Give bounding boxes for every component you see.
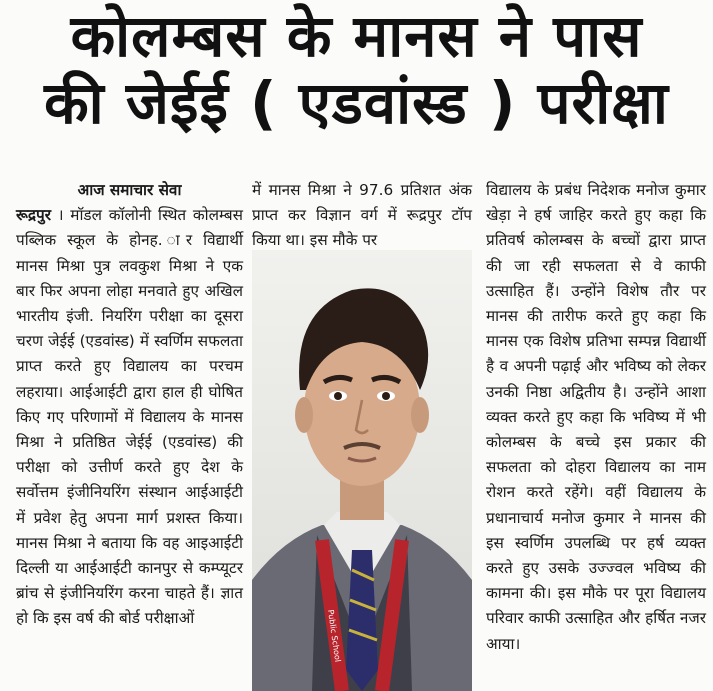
headline (0, 0, 713, 137)
dateline: रूद्रपुर (16, 206, 51, 225)
byline: आज समाचार सेवा (77, 181, 182, 199)
article-column-1 (16, 178, 243, 632)
student-photo (252, 250, 472, 691)
article-column-3 (486, 178, 706, 657)
column-2-text: में मानस मिश्रा ने 97.6 प्रतिशत अंक प्राप्त कर विज्ञान वर्ग में रूद्रपुर टॉप किया था। इस मौके पर (252, 181, 472, 250)
column-1-text: । मॉडल कॉलोनी स्थित कोलम्बस पब्लिक स्कूल के होनह. ार विद्यार्थी मानस मिश्रा पुत्र लवकुश मिश्रा ने एक बार फिर अपना लोहा मनवाते हुए अखिल भारतीय इंजी. नियरिंग परीक्षा का दूसरा चरण जेईई (एडवांस्ड) में स्वर्णिम सफलता प्राप्त करते हुए विद्यालय का परचम लहराया। आईआईटी द्वारा हाल ही घोषित किए गए परिणामों में विद्यालय के मानस मिश्रा ने प्रतिष्ठित जेईई (एडवांस्ड) की परीक्षा को उत्तीर्ण करते हुए देश के सर्वोत्तम इंजीनियरिंग संस्थान आईआईटी में प्रवेश हेतु अपना मार्ग प्रशस्त किया। मानस मिश्रा ने बताया कि वह आइआईटी दिल्ली या आईआईटी कानपुर से कम्प्यूटर ब्रांच से इंजीनियरिंग करना चाहते हैं। ज्ञात हो कि इस वर्ष की बोर्ड परीक्षाओं (16, 206, 243, 628)
lanyard-text: Public School (326, 609, 343, 663)
headline-line-2: की जेईई ( एडवांस्ड ) परीक्षा (44, 68, 669, 137)
headline-line-1: कोलम्बस के मानस ने पास (70, 2, 643, 70)
column-3-text: विद्यालय के प्रबंध निदेशक मनोज कुमार खेड़ा ने हर्ष जाहिर करते हुए कहा कि प्रतिवर्ष कोलम्बस के बच्चों द्वारा प्राप्त की जा रही सफलता से वे काफी उत्साहित हैं। उन्होंने विशेष तौर पर मानस की तारीफ करते हुए कहा कि मानस एक विशेष प्रतिभा सम्पन्न विद्यार्थी है व अपनी पढ़ाई और भविष्य को लेकर उनकी निष्ठा अद्वितीय है। उन्होंने आशा व्यक्त करते हुए कहा कि भविष्य में भी कोलम्बस के बच्चे इस प्रकार की सफलता को दोहरा विद्यालय का नाम रोशन करते रहेंगे। वहीं विद्यालय के प्रधानाचार्य मनोज कुमार ने मानस की इस स्वर्णिम उपलब्धि पर हर्ष व्यक्त करते हुए उसके उज्ज्वल भविष्य की कामना की। इस मौके पर पूरा विद्यालय परिवार काफी उत्साहित और हर्षित नजर आया। (486, 181, 706, 653)
article-column-2 (252, 178, 472, 254)
